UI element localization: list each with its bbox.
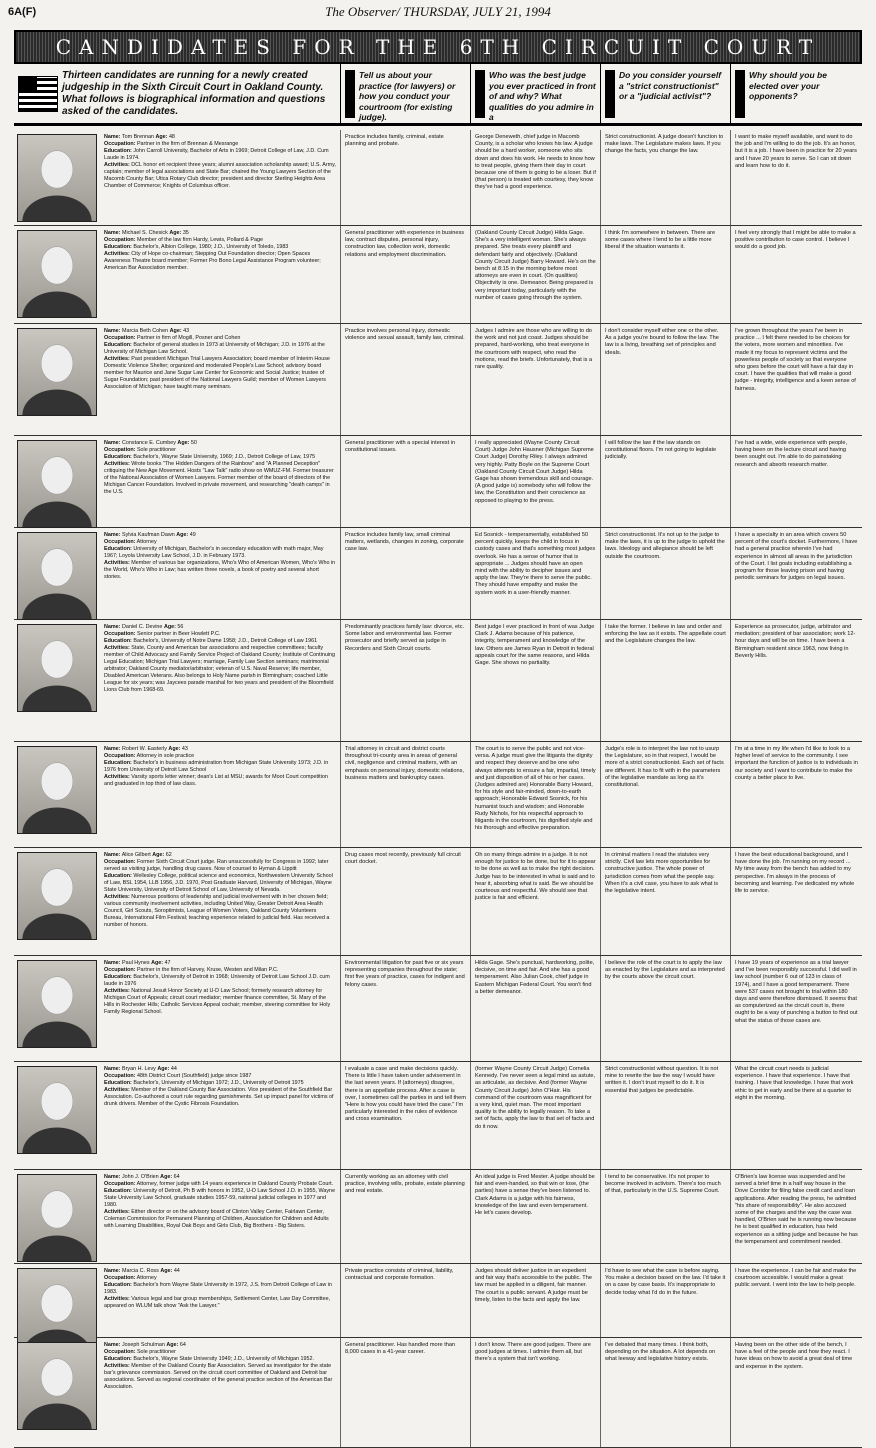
candidate-row — [14, 1062, 862, 1170]
name-label: Name: — [104, 230, 121, 236]
candidate-occupation: Attorney, former judge with 14 years experience in Oakland County Probate Court. — [136, 1181, 334, 1187]
candidate-bio — [100, 1338, 340, 1447]
candidate-photo — [14, 1264, 100, 1337]
education-label: Education: — [104, 1282, 132, 1288]
candidate-occupation: 48th District Court (Southfield) judge since 1987 — [136, 1073, 252, 1079]
answer-why-elect: I have a specialty in an area which covers 50 percent of the court's docket. Furthermore, I have had a general practice wherein I've had experience in almost all areas in the jurisdiction of the Court. I list goals including establishing a program for those leaving prison and having periodic seminars for judges on legal issues. — [730, 528, 862, 619]
answer-why-elect: I have the best educational background, and I have done the job. I'm running on my record ... My time away from the bench has added to my perspective. I'm always in the process of becoming and learning. I've dedicated my whole life to service. — [730, 848, 862, 955]
education-label: Education: — [104, 1080, 132, 1086]
candidate-bio — [100, 1170, 340, 1263]
candidate-activities: Member of the Oakland County Bar Association. Served as investigator for the state bar's grievance commission. Served on the circuit court committee of Oakland and Detroit bar associations. Served as regional coordinator of the general practice section of the American Bar Association. — [104, 1363, 333, 1390]
age-label: Age: — [152, 852, 165, 858]
question-marker-icon — [345, 70, 355, 118]
question-marker-icon — [475, 70, 485, 118]
candidate-age: 43 — [183, 328, 190, 334]
candidate-age: 44 — [170, 1066, 177, 1072]
candidate-name: Alice Gilbert — [121, 852, 151, 858]
education-label: Education: — [104, 244, 132, 250]
intro-text: Thirteen candidates are running for a newly created judgeship in the Sixth Circuit Court in Oakland County. What follows is biographical information and questions asked of the candidates. — [62, 69, 326, 117]
portrait-image — [17, 532, 97, 620]
answer-practice: General practitioner with a special interest in constitutional issues. — [340, 436, 470, 527]
age-label: Age: — [163, 624, 176, 630]
candidate-activities: Various legal and bar group memberships, Settlement Center, Law Day Committee, appeared on WLUM talk show "Ask the Lawyer." — [104, 1296, 331, 1309]
candidate-occupation: Sole practitioner — [136, 447, 176, 453]
answer-constructionist: I think I'm somewhere in between. There are some cases where I tend to be a little more liberal if the situation warrants it. — [600, 226, 730, 323]
candidate-activities: Numerous positions of leadership and judicial involvement with in her chosen field; various community involvement activities, including United Way, Greater Detroit Area Health Council, Girl Scouts, Soroptimists, League of Women Voters, Oakland County Volunteers Bureau, International Film Festival; teaching experience related to judicial field. Has received a number of honors. — [104, 894, 330, 928]
activities-label: Activities: — [104, 356, 130, 362]
candidate-age: 64 — [173, 1174, 180, 1180]
name-label: Name: — [104, 1268, 121, 1274]
portrait-image — [17, 1174, 97, 1262]
answer-constructionist: Strict constructionist without question. It is not mine to rewrite the law the way I would have written it. I don't trust myself to do it. It is essential that judges be predictable. — [600, 1062, 730, 1169]
candidate-photo — [14, 528, 100, 619]
activities-label: Activities: — [104, 251, 130, 257]
candidate-activities: State, County and American bar associations and respective committees; faculty member of Child Advocacy and Family Service Project of Oakland County; Institute of Continuing Legal Education; Michigan Trial Lawyers; marriage, Family Law Section seminars; matrimonial arbitrator; Oakland County mediator/arbitrator; veteran of U.S. Naval Reserve; life member, Disabled American Veterans. Also belongs to Holy Name parish in Birmingham; coached Little League for six years; was Jaycees parade marshal for two years and president of the Bloomfield Lions Club from 1968-69. — [104, 645, 336, 693]
activities-label: Activities: — [104, 461, 130, 467]
candidate-education: Bachelor's from Wayne State University in 1972, J.S. from Detroit College of Law in 1983. — [104, 1282, 332, 1295]
occupation-label: Occupation: — [104, 859, 136, 865]
occupation-label: Occupation: — [104, 335, 136, 341]
age-label: Age: — [155, 134, 168, 140]
candidate-name: Joseph Schulman — [121, 1342, 165, 1348]
candidate-education: Bachelor's, University of Detroit in 1968; University of Detroit Law School J.D. cum laude in 1976 — [104, 974, 330, 987]
answer-practice: Drug cases most recently, previously full circuit court docket. — [340, 848, 470, 955]
candidate-photo — [14, 324, 100, 435]
age-label: Age: — [151, 960, 164, 966]
candidate-age: 48 — [168, 134, 175, 140]
candidate-activities: DCL honor ert recipient three years; alumni association scholarship award; U.S. Army, captain; member of legal associations and State Bar; chaired the Young Lawyers Section of the Macomb County Bar; Utica Rotary Club director; president and director Sterling Heights Area Chamber of Commerce; Knights of Columbus officer. — [104, 162, 336, 189]
answer-why-elect: I feel very strongly that I might be able to make a positive contribution to case control. I believe I would do a good job. — [730, 226, 862, 323]
candidate-row — [14, 956, 862, 1062]
occupation-label: Occupation: — [104, 1349, 136, 1355]
portrait-image — [17, 440, 97, 528]
answer-best-judge: Judges should deliver justice in an expedient and fair way that's accessible to the public. The law must be applied in a diligent, fair manner. The court is a public servant. A judge must be timely, listen to the facts and apply the law. — [470, 1264, 600, 1337]
candidate-name: Robert W. Easterly — [121, 746, 167, 752]
education-label: Education: — [104, 1188, 132, 1194]
candidate-activities: National Jesuit Honor Society at U-D Law School; formerly research attorney for Michigan Court of Appeals; circuit court mediator; member finance committee, St. Mary of the Hills in Rochester Hills; Catholic Services Appeal cochair; member, steering committee for Holy Family Regional School. — [104, 988, 331, 1015]
candidate-education: Bachelor's in business administration from Michigan State University 1973; J.D. in 1976 from University of Detroit Law School — [104, 760, 329, 773]
candidate-education: Bachelor's, University of Michigan 1972; J.D., University of Detroit 1975 — [133, 1080, 304, 1086]
occupation-label: Occupation: — [104, 753, 136, 759]
candidate-education: Wellesley College, political science and economics, Northwestern University School of Law, BSL 1954, LLB 1956, J.D. 1970, Post Graduate Harvard, University of Michigan, Wayne State University, University of Detroit School of Law, University of Nevada. — [104, 873, 333, 893]
candidate-photo — [14, 620, 100, 741]
candidate-photo — [14, 1062, 100, 1169]
answer-practice: Practice includes family law, small criminal matters, wetlands, changes in zoning, corporate case law. — [340, 528, 470, 619]
candidate-bio — [100, 436, 340, 527]
name-label: Name: — [104, 1174, 121, 1180]
intro-box — [14, 64, 340, 123]
candidate-occupation: Attorney — [136, 1275, 157, 1281]
answer-best-judge: (Oakland County Circuit Judge) Hilda Gage. She's a very intelligent woman. She's always prepared. She treats every plaintiff and defendant fairly and objectively. (Oakland County Circuit Judge) Barry Howard. He's on the bench at 8:15 in the morning before most attorneys are even in court. (On qualities) Objectivity is one. Demeanor. Being prepared is very important today, particularly with the number of cases going through the system. — [470, 226, 600, 323]
candidate-bio — [100, 956, 340, 1061]
candidate-name: Marcia Beth Cohen — [121, 328, 169, 334]
answer-why-elect: Having been on the other side of the bench, I have a feel of the people and how they react. I have ideas on how to avoid a great deal of time and expense in the system. — [730, 1338, 862, 1447]
answer-practice: Private practice consists of criminal, liability, contractual and corporate formation. — [340, 1264, 470, 1337]
age-label: Age: — [176, 532, 189, 538]
name-label: Name: — [104, 852, 121, 858]
candidate-education: University of Detroit, Ph B with honors in 1952, U-D Law School J.D. in 1955, Wayne State University Law School, graduate studies 1957-59, national judicial colleges in 1977 and 1980. — [104, 1188, 336, 1208]
activities-label: Activities: — [104, 1363, 130, 1369]
occupation-label: Occupation: — [104, 447, 136, 453]
page-number: 6A(F) — [8, 6, 37, 18]
portrait-image — [17, 1066, 97, 1154]
activities-label: Activities: — [104, 560, 130, 566]
answer-constructionist: I've debated that many times. I think both, depending on the situation. A lot depends on what leeway and legislative history exists. — [600, 1338, 730, 1447]
candidate-row — [14, 436, 862, 528]
answer-best-judge: (former Wayne County Circuit Judge) Cornelia Kennedy. I've never seen a legal mind as astute, as articulate, as decisive. And (former Wayne County Circuit Judge) John O'Hair. His command of the courtroom was magnificent for a very kind, quiet man. The most important quality is the ability to legally reason. To take a set of facts, apply the law to that set of facts and do it now. — [470, 1062, 600, 1169]
answer-constructionist: I'd have to see what the case is before saying. You make a decision based on the law. I'd take it on a case by case basis. It's inappropriate to decide today what I'd do in the future. — [600, 1264, 730, 1337]
candidate-row — [14, 324, 862, 436]
answer-why-elect: O'Brien's law license was suspended and he served a brief time in a half way house in the Dove Corridor for filing false credit card and loan applications. After reading the press, he admitted "his share of responsibility". He also accused some of the charges and the way the case was handled, O'Brien said he is running now because he is best qualified in education, has held experience as a sitting judge and because he has the temperament and commitment needed. — [730, 1170, 862, 1263]
answer-constructionist: I take the former. I believe in law and order and enforcing the law as it exists. The appellate court and the Legislature changes the law. — [600, 620, 730, 741]
education-label: Education: — [104, 342, 132, 348]
age-label: Age: — [166, 1342, 179, 1348]
candidate-activities: Varsity sports letter winner; dean's List at MSU; awards for Moot Court competition and graduated in top third of law class. — [104, 774, 328, 787]
answer-practice: I evaluate a case and make decisions quickly. There is little I have taken under advisement in the last seven years. If (attorneys) disagree, there is an appellate process. After a case is over, I sometimes call the parties in and tell them "Here is how you could have tried the case." I'm particularly interested in the rules of evidence and cross examination. — [340, 1062, 470, 1169]
candidate-age: 47 — [164, 960, 171, 966]
candidate-name: Sylvia Kaufman Dawn — [121, 532, 175, 538]
candidate-name: John J. O'Brien — [121, 1174, 159, 1180]
name-label: Name: — [104, 1066, 121, 1072]
age-label: Age: — [160, 1174, 173, 1180]
candidate-row — [14, 1264, 862, 1338]
answer-why-elect: I want to make myself available, and want to do the job and I'm willing to do the job. It's an honor, but it is a job. I have been in practice for 20 years and I have 20 years to serve. So I can sit down and learn how to do it. — [730, 130, 862, 225]
candidate-photo — [14, 1338, 100, 1447]
candidate-row — [14, 1338, 862, 1448]
education-label: Education: — [104, 148, 132, 154]
candidate-photo — [14, 742, 100, 847]
candidate-occupation: Sole practitioner — [136, 1349, 176, 1355]
education-label: Education: — [104, 454, 132, 460]
candidate-name: Marcia C. Ross — [121, 1268, 159, 1274]
candidate-bio — [100, 528, 340, 619]
portrait-image — [17, 1342, 97, 1430]
candidate-name: Constance E. Cumbey — [121, 440, 176, 446]
candidate-row — [14, 528, 862, 620]
candidate-education: Bachelor's, Albion College, 1980; J.D., University of Toledo, 1983 — [133, 244, 289, 250]
candidate-occupation: Partner in the firm of Brennan & Mesrange — [136, 141, 239, 147]
activities-label: Activities: — [104, 894, 130, 900]
age-label: Age: — [177, 440, 190, 446]
candidate-activities: Member of various bar organizations, Who's Who of American Women, Who's Who in the World, Who's Who in Law; has written three novels, a book of poetry and several short stories. — [104, 560, 336, 580]
answer-practice: General practitioner with experience in business law, contract disputes, personal injury, construction law, collection work, domestic relations and employment discrimination. — [340, 226, 470, 323]
answer-why-elect: I've had a wide, wide experience with people, having been on the lecture circuit and having been sought out. I'm able to do painstaking research and absorb research matter. — [730, 436, 862, 527]
candidate-activities: Either director or on the advisory board of Clinton Valley Center, Fairlawn Center, Coleman Commission for Permanent Planning of Children, Association for Children and Adults with Learning Disabilities, Royal Oak Boys and Girls Club, Big Brothers - Big Sisters. — [104, 1209, 329, 1229]
candidate-name: Paul Hynes — [121, 960, 150, 966]
candidate-row — [14, 226, 862, 324]
answer-why-elect: What the circuit court needs is judicial experience. I have that experience. I have that training. I have that knowledge. I have that work ethic to get in early and be there at a quarter to eight in the morning. — [730, 1062, 862, 1169]
answer-best-judge: George Deneweth, chief judge in Macomb County, is a scholar who knows his law. A judge should be a hard worker, someone who sits down and does his work. He needs to know how to treat people, giving them their day in court because one of them is going to be a loser. But if (that person) is treated with courtesy, they know they've had a good experience. — [470, 130, 600, 225]
name-label: Name: — [104, 134, 121, 140]
question-header-row — [14, 64, 862, 126]
age-label: Age: — [160, 1268, 173, 1274]
candidate-photo — [14, 436, 100, 527]
occupation-label: Occupation: — [104, 1181, 136, 1187]
candidate-name: Daniel C. Devine — [121, 624, 163, 630]
answer-constructionist: Strict constructionist. A judge doesn't function to make laws. The Legislature makes laws. If you change the facts, you change the law. — [600, 130, 730, 225]
answer-why-elect: I have the experience. I can be fair and make the courtroom accessible. I would make a great public servant. I went into the law to help people. — [730, 1264, 862, 1337]
answer-practice: Currently working as an attorney with civil practice, involving wills, probate, estate planning and real estate. — [340, 1170, 470, 1263]
candidate-age: 64 — [179, 1342, 186, 1348]
name-label: Name: — [104, 532, 121, 538]
answer-constructionist: I will follow the law if the law stands on constitutional floors. I'm not going to legislate judicially. — [600, 436, 730, 527]
question-constructionist: Do you consider yourself a "strict constructionist" or a "judicial activist"? — [600, 64, 730, 123]
candidate-occupation: Attorney — [136, 539, 157, 545]
question-why-elect: Why should you be elected over your opponents? — [730, 64, 862, 123]
age-label: Age: — [168, 746, 181, 752]
candidate-occupation: Attorney in sole practice — [136, 753, 195, 759]
education-label: Education: — [104, 760, 132, 766]
answer-why-elect: I'm at a time in my life when I'd like to look to a higher level of service to the community. I see important the function of justice is to individuals in our society and I want to contribute to make the county a better place to live. — [730, 742, 862, 847]
candidate-occupation: Partner in firm of Mogill, Posner and Cohen — [136, 335, 241, 341]
portrait-image — [17, 134, 97, 222]
candidate-age: 44 — [173, 1268, 180, 1274]
portrait-image — [17, 746, 97, 834]
question-practice: Tell us about your practice (for lawyers) or how you conduct your courtroom (for existing judge). — [340, 64, 470, 123]
answer-best-judge: Best judge I ever practiced in front of was Judge Clark J. Adams because of his patience, integrity, temperament and knowledge of the law. Others are James Ryan in Detroit in federal appeals court for the same reasons, and Hilda Gage. She shows no partiality. — [470, 620, 600, 741]
portrait-image — [17, 852, 97, 940]
answer-why-elect: I have 19 years of experience as a trial lawyer and I've been responsibly successful. I did well in law school (number 6 out of 123 in class of 1974), and I have a good temperament. There were 537 cases not brought to trial within 180 days and were therefore dismissed. It seems that as computerized as the circuit court is, there ought to be a way of punching a button to find out what the status of those cases are. — [730, 956, 862, 1061]
flag-icon — [18, 76, 58, 112]
age-label: Age: — [169, 230, 182, 236]
answer-practice: Trial attorney in circuit and district courts throughout tri-county area in areas of general civil, negligence and criminal matters, with an emphasis on personal injury, domestic relations, business matters and bankruptcy cases. — [340, 742, 470, 847]
education-label: Education: — [104, 638, 132, 644]
candidate-row — [14, 620, 862, 742]
answer-best-judge: I don't know. There are good judges. There are good judges at times. I admire them all, but there's a system that isn't working. — [470, 1338, 600, 1447]
occupation-label: Occupation: — [104, 967, 136, 973]
answer-constructionist: I tend to be conservative. It's not proper to become involved in activism. There's too much of that, particularly in the U.S. Supreme Court. — [600, 1170, 730, 1263]
candidate-photo — [14, 956, 100, 1061]
candidate-photo — [14, 226, 100, 323]
question-best-judge: Who was the best judge you ever practiced in front of and why? What qualities do you admire in a — [470, 64, 600, 123]
dateline: The Observer/ THURSDAY, JULY 21, 1994 — [325, 4, 551, 19]
candidate-bio — [100, 1264, 340, 1337]
candidate-row — [14, 848, 862, 956]
occupation-label: Occupation: — [104, 631, 136, 637]
activities-label: Activities: — [104, 1087, 130, 1093]
name-label: Name: — [104, 440, 121, 446]
activities-label: Activities: — [104, 645, 130, 651]
education-label: Education: — [104, 873, 132, 879]
answer-why-elect: I've grown throughout the years I've been in practice ... I felt there needed to be choices for the voters, more women and minorities. I've made it my focus to represent victims and the powerless people of society so that everyone who goes before the court will have a fair day in court. I have the qualities that will make a good judge - integrity, intelligence and a keen sense of fairness. — [730, 324, 862, 435]
candidate-occupation: Senior partner in Beer Howlett P.C. — [136, 631, 221, 637]
occupation-label: Occupation: — [104, 1275, 136, 1281]
occupation-label: Occupation: — [104, 141, 136, 147]
candidate-name: Tom Brennan — [121, 134, 154, 140]
candidate-education: John Carroll University, Bachelor of Arts in 1969; Detroit College of Law, J.D. Cum Laude in 1974. — [104, 148, 329, 161]
answer-practice: General practitioner. Has handled more than 8,000 cases in a 41-year career. — [340, 1338, 470, 1447]
portrait-image — [17, 960, 97, 1048]
answer-best-judge: Ed Sosnick - temperamentally, established 50 percent quickly, keeps the child in focus in custody cases and that's something most judges overlook. He has a sense of humor that is appropriate ... Judges should have an open mind with the ability to decipher issues and apply the law. They're there to serve the public. They should have empathy and make the system work in a user-friendly manner. — [470, 528, 600, 619]
candidate-row — [14, 1170, 862, 1264]
question-marker-icon — [735, 70, 745, 118]
candidate-bio — [100, 226, 340, 323]
answer-practice: Practice involves personal injury, domestic violence and sexual assault, family law, criminal. — [340, 324, 470, 435]
answer-constructionist: I believe the role of the court is to apply the law as enacted by the Legislature and as interpreted by the courts above the circuit court. — [600, 956, 730, 1061]
answer-practice: Practice includes family, criminal, estate planning and probate. — [340, 130, 470, 225]
age-label: Age: — [157, 1066, 170, 1072]
answer-best-judge: An ideal judge is Fred Mester. A judge should be fair and even-handed, so that win or lose, (the parties) have a sense they've been listened to. Clark Adams is a judge with his fairness, knowledge of the law and even temperament. He let's cases develop. — [470, 1170, 600, 1263]
education-label: Education: — [104, 546, 132, 552]
candidate-photo — [14, 130, 100, 225]
answer-why-elect: Experience as prosecutor, judge, arbitrator and mediation; president of bar association; work 12-hour days and will be on time. I have been a Birmingham resident since 1963, now living in Beverly Hills. — [730, 620, 862, 741]
candidate-age: 50 — [190, 440, 197, 446]
candidate-education: University of Michigan, Bachelor's in secondary education with math major, May 1967; Loyola University Law School, J.D. in February 1973. — [104, 546, 324, 559]
candidate-bio — [100, 130, 340, 225]
candidate-bio — [100, 1062, 340, 1169]
occupation-label: Occupation: — [104, 539, 136, 545]
banner-title: CANDIDATES FOR THE 6TH CIRCUIT COURT — [14, 30, 862, 64]
candidate-photo — [14, 1170, 100, 1263]
candidate-activities: Member of the Oakland County Bar Association. Vice president of the Southfield Bar Association. Co-authored a court rule regarding garnishments. Set up impact panel for victims of drunk drivers. Member of the Cystic Fibrosis Foundation. — [104, 1087, 334, 1107]
age-label: Age: — [169, 328, 182, 334]
answer-practice: Environmental litigation for past five or six years representing companies throughout the state; first five years of practice, cases for indigent and felony cases. — [340, 956, 470, 1061]
answer-constructionist: Strict constructionist. It's not up to the judge to make the laws, it is up to the judge to uphold the laws. Ideology and allegiance should be left outside the courtroom. — [600, 528, 730, 619]
answer-constructionist: Judge's role is to interpret the law not to usurp the Legislature, so in that respect, I would be more of a strict constructionist. Each set of facts are different. It has to fit with in the parameters of the legislative mandate as long as it's constitutional. — [600, 742, 730, 847]
answer-best-judge: I really appreciated (Wayne County Circuit Court) Judge John Hausner (Michigan Supreme Court Judge) Dorothy Riley. I always admired very highly. Patty Boyle on the Supreme Court (Oakland County Circuit Court Judge) Hilda Gage has shown tremendous skill and courage. (A good judge is) somebody who will follow the law, the Constitution and their conscience as opposed to playing to the press. — [470, 436, 600, 527]
candidate-education: Bachelor of general studies in 1973 at University of Michigan; J.D. in 1976 at the University of Michigan Law School. — [104, 342, 325, 355]
name-label: Name: — [104, 624, 121, 630]
candidate-age: 56 — [177, 624, 184, 630]
candidate-education: Bachelor's, Wayne State University 1949; J.D., University of Michigan 1952. — [133, 1356, 314, 1362]
candidate-activities: Past president Michigan Trial Lawyers Association; board member of Interim House Domestic Violence Shelter; organized and moderated People's Law School; advisory board member for Maurice and Jane Sugar Law Center for Economic and Social Justice; trustee of Sugar Foundation; past president of the National Lawyers Guild; member of Women Lawyers Association of Michigan; have taught many seminars. — [104, 356, 330, 390]
candidate-age: 35 — [182, 230, 189, 236]
education-label: Education: — [104, 974, 132, 980]
answer-best-judge: Judges I admire are those who are willing to do the work and not just coast. Judges should be prepared, hard-working, who treat everyone in the courtroom with respect, who read the motions, read the briefs. Unfortunately, that is a rare quality. — [470, 324, 600, 435]
candidate-bio — [100, 324, 340, 435]
portrait-image — [17, 624, 97, 712]
candidate-activities: City of Hope co-chairman; Stepping Out Foundation director; Open Spaces Awareness Theatre board member; Former Pro Bono Legal Assistance Program volunteer; American Bar Association member. — [104, 251, 321, 271]
portrait-image — [17, 230, 97, 318]
candidate-age: 62 — [165, 852, 172, 858]
answer-practice: Predominantly practices family law: divorce, etc. Some labor and environmental law. Former prosecutor and briefly served as judge in Recorders and Sixth Circuit courts. — [340, 620, 470, 741]
activities-label: Activities: — [104, 162, 130, 168]
candidate-photo — [14, 848, 100, 955]
candidate-list — [14, 130, 862, 1448]
name-label: Name: — [104, 960, 121, 966]
activities-label: Activities: — [104, 988, 130, 994]
answer-constructionist: I don't consider myself either one or the other. As a judge you're bound to follow the law. The law is a living, breathing set of principles and ideals. — [600, 324, 730, 435]
candidate-education: Bachelor's, University of Notre Dame 1958; J.D., Detroit College of Law 1961 — [133, 638, 318, 644]
candidate-education: Bachelor's, Wayne State University, 1969; J.D., Detroit College of Law, 1975 — [133, 454, 316, 460]
candidate-name: Michael S. Chesick — [121, 230, 168, 236]
activities-label: Activities: — [104, 1209, 130, 1215]
activities-label: Activities: — [104, 774, 130, 780]
candidate-row — [14, 130, 862, 226]
candidate-row — [14, 742, 862, 848]
name-label: Name: — [104, 1342, 121, 1348]
question-marker-icon — [605, 70, 615, 118]
candidate-name: Bryan H. Levy — [121, 1066, 156, 1072]
name-label: Name: — [104, 328, 121, 334]
answer-best-judge: Hilda Gage. She's punctual, hardworking, polite, decisive, on time and fair. And she has a good temperament. Also Julian Cook, chief judge in Eastern Michigan Federal Court. You won't find a better demeanor. — [470, 956, 600, 1061]
activities-label: Activities: — [104, 1296, 130, 1302]
occupation-label: Occupation: — [104, 237, 136, 243]
answer-best-judge: The court is to serve the public and not vice-versa. A judge must give the litigants the dignity and respect they deserve and be one who always attempts to ensure a fair, impartial, timely and just disposition of all of his or her cases. (Judges admired are) Honorable Barry Howard, for his style and fair-minded, down-to-earth approach; Honorable Edward Sosnick, for his humanist touch and wisdom; and Honorable Rudy Nichols, for his respectful approach to litigants in the courtroom, his dignified style and his thorough and effective preparation. — [470, 742, 600, 847]
candidate-occupation: Partner in the firm of Harvey, Kruse, Westen and Milan P.C. — [136, 967, 279, 973]
candidate-occupation: Former Sixth Circuit Court judge. Ran unsuccessfully for Congress in 1992; later served as visiting judge, handling drug cases. Now of counsel to Hyman & Lippitt — [104, 859, 329, 872]
name-label: Name: — [104, 746, 121, 752]
occupation-label: Occupation: — [104, 1073, 136, 1079]
candidate-bio — [100, 620, 340, 741]
answer-constructionist: In criminal matters I read the statutes very strictly. Civil law lets more opportunities for constructive justice. The whole power of jurisdiction comes from what the people say. When it's a civil case, you have to ask what is the legislative intent. — [600, 848, 730, 955]
education-label: Education: — [104, 1356, 132, 1362]
candidate-bio — [100, 742, 340, 847]
candidate-activities: Wrote books "The Hidden Dangers of the Rainbow" and "A Planned Deception" critiquing the New Age Movement. Hosts "Law Talk" radio show on WMUZ-FM. Former treasurer of the National Association of Women Lawyers. Former member of the board of directors of the Michigan Cancer Foundation. Involved in private movement, and researching "death camps" in the U.S. — [104, 461, 334, 495]
candidate-occupation: Member of the law firm Hardy, Lewis, Pollard & Page — [136, 237, 263, 243]
candidate-bio — [100, 848, 340, 955]
candidate-age: 49 — [189, 532, 196, 538]
portrait-image — [17, 328, 97, 416]
candidate-age: 43 — [181, 746, 188, 752]
answer-best-judge: Oh so many things admire in a judge. It is not enough for justice to be done, but for it to appear to be done as well as to make the right decision. Judge has to be interested in what is said and to hear it, absorbing what is said. Be we should be courteous and respectful. We should see that justice is fair and efficient. — [470, 848, 600, 955]
